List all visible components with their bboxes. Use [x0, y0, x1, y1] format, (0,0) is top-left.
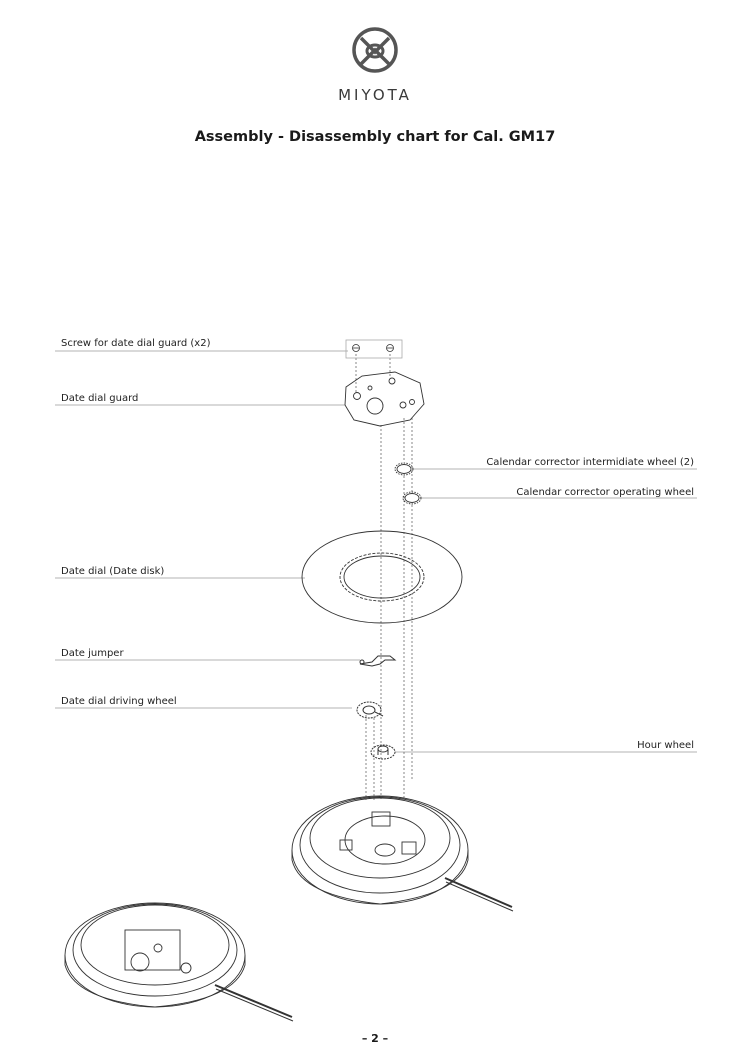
label-calendar-corrector-operating-wheel: Calendar corrector operating wheel [516, 487, 694, 498]
movement-main [292, 796, 513, 911]
date-dial-disk [302, 531, 462, 623]
date-dial-driving-wheel [357, 702, 383, 718]
label-calendar-corrector-intermediate-wheel: Calendar corrector intermidiate wheel (2) [486, 457, 694, 468]
label-date-jumper: Date jumper [61, 648, 124, 659]
label-screw-date-dial-guard: Screw for date dial guard (x2) [61, 338, 211, 349]
brand-name: MIYOTA [338, 86, 412, 104]
movement-back [65, 903, 293, 1021]
screw-box [346, 340, 402, 358]
date-jumper [360, 656, 395, 666]
page-title: Assembly - Disassembly chart for Cal. GM17 [194, 129, 556, 145]
leader-lines [55, 351, 697, 752]
label-date-dial: Date dial (Date disk) [61, 566, 165, 577]
label-date-dial-guard: Date dial guard [61, 393, 139, 404]
label-hour-wheel: Hour wheel [637, 740, 694, 751]
date-dial-guard [345, 372, 424, 426]
hour-wheel [371, 745, 395, 759]
label-date-dial-driving-wheel: Date dial driving wheel [61, 696, 177, 707]
page-number: – 2 – [361, 1032, 389, 1045]
